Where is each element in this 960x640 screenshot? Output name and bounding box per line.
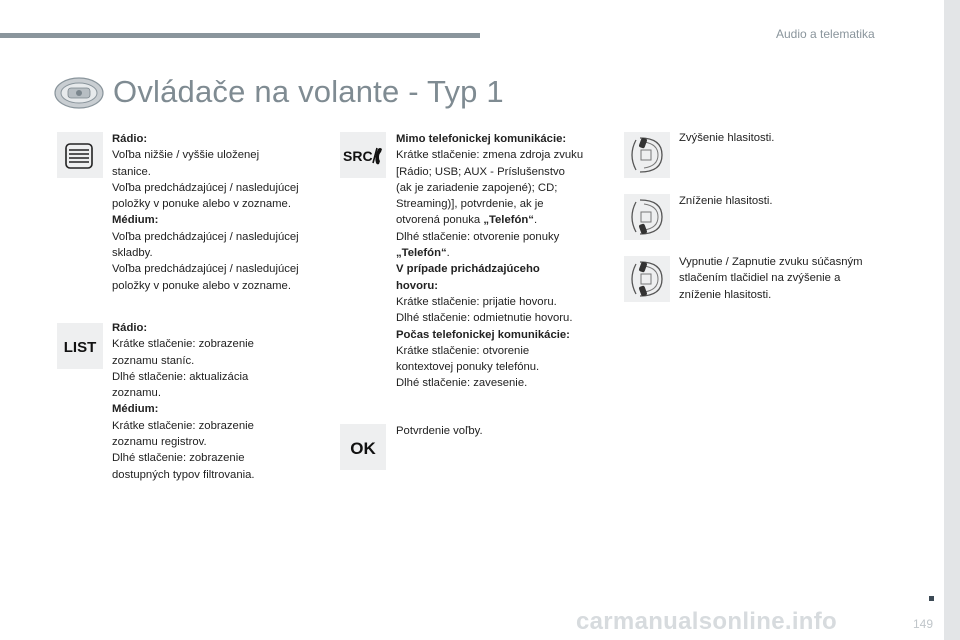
src-button	[340, 132, 386, 178]
text-line: Médium:	[112, 403, 159, 416]
text-line: dostupných typov filtrovania.	[112, 468, 255, 481]
text-line: Dlhé stlačenie: otvorenie ponuky	[396, 230, 560, 243]
ok-button	[340, 424, 386, 470]
text-line: Vypnutie / Zapnutie zvuku súčasným	[679, 256, 863, 268]
text-line: zoznamu registrov.	[112, 436, 207, 449]
thumbwheel-icon	[57, 132, 103, 178]
margin-strip	[944, 0, 960, 640]
src-phone-button-icon	[340, 132, 386, 178]
text-line: Krátke stlačenie: prijatie hovoru.	[396, 295, 557, 308]
text-line: kontextovej ponuky telefónu.	[396, 361, 540, 374]
text-line: Voľba nižšie / vyššie uloženej	[112, 149, 260, 162]
text-line: Voľba predchádzajúcej / nasledujúcej	[112, 263, 299, 276]
volume-up-button	[624, 132, 670, 178]
text-line: Počas telefonickej komunikácie:	[396, 328, 570, 341]
volume-down-icon	[624, 194, 670, 240]
text-line: „Telefón“.	[396, 247, 450, 260]
mute-description	[679, 254, 863, 303]
volume-up-description	[679, 130, 774, 146]
text-line: V prípade prichádzajúceho	[396, 263, 540, 276]
text-line: Médium:	[112, 214, 159, 227]
text-line: Potvrdenie voľby.	[396, 425, 483, 437]
text-line: Rádio:	[112, 133, 148, 145]
ok-button-description	[396, 423, 483, 439]
list-button-icon	[57, 323, 103, 369]
text-line: Dlhé stlačenie: aktualizácia	[112, 370, 249, 383]
page-number: 149	[913, 617, 934, 631]
text-line: Streaming)], potvrdenie, ak je	[396, 198, 544, 211]
header-rule	[0, 33, 480, 38]
text-line: zoznamu.	[112, 387, 161, 400]
text-line: Rádio:	[112, 322, 148, 334]
text-line: položky v ponuke alebo v zozname.	[112, 198, 291, 211]
text-line: Krátke stlačenie: zobrazenie	[112, 419, 254, 432]
text-line: Zvýšenie hlasitosti.	[679, 132, 775, 144]
text-line: Voľba predchádzajúcej / nasledujúcej	[112, 181, 299, 194]
text-line: zníženie hlasitosti.	[679, 288, 772, 301]
text-line: Mimo telefonickej komunikácie:	[396, 133, 567, 145]
radio-wheel-description	[112, 131, 299, 294]
text-line: hovoru:	[396, 279, 439, 292]
thumbwheel-button	[57, 132, 103, 178]
text-line: Krátke stlačenie: zobrazenie	[112, 338, 254, 351]
text-line: Dlhé stlačenie: odmietnutie hovoru.	[396, 312, 573, 325]
mute-button	[624, 256, 670, 302]
volume-down-description	[679, 193, 773, 209]
text-line: Voľba predchádzajúcej / nasledujúcej	[112, 230, 299, 243]
volume-down-button	[624, 194, 670, 240]
text-line: zoznamu staníc.	[112, 354, 195, 367]
list-label: LIST	[63, 339, 97, 356]
text-line: Dlhé stlačenie: zobrazenie	[112, 452, 245, 465]
section-title: Audio a telematika	[776, 27, 875, 41]
text-line: Krátke stlačenie: zmena zdroja zvuku	[396, 149, 584, 162]
text-line: Krátke stlačenie: otvorenie	[396, 344, 530, 357]
page-title: Ovládače na volante - Typ 1	[113, 74, 504, 109]
mute-icon	[624, 256, 670, 302]
text-line: stanice.	[112, 165, 151, 178]
text-line: otvorená ponuka „Telefón“.	[396, 214, 538, 227]
text-line: Zníženie hlasitosti.	[679, 195, 773, 207]
steering-wheel-icon	[54, 76, 104, 110]
text-line: (ak je zariadenie zapojené); CD;	[396, 181, 558, 194]
text-line: položky v ponuke alebo v zozname.	[112, 279, 291, 292]
src-button-description	[396, 131, 583, 392]
text-line: skladby.	[112, 247, 153, 260]
text-line: stlačením tlačidiel na zvýšenie a	[679, 272, 841, 285]
list-button	[57, 323, 103, 369]
page-marker	[929, 596, 934, 601]
text-line: [Rádio; USB; AUX - Príslušenstvo	[396, 165, 565, 178]
src-label: SRC	[343, 148, 373, 164]
ok-label: OK	[350, 439, 376, 458]
ok-button-icon	[340, 424, 386, 470]
list-button-description	[112, 320, 255, 483]
volume-up-icon	[624, 132, 670, 178]
text-line: Dlhé stlačenie: zavesenie.	[396, 377, 528, 390]
watermark: carmanualsonline.info	[576, 608, 838, 635]
